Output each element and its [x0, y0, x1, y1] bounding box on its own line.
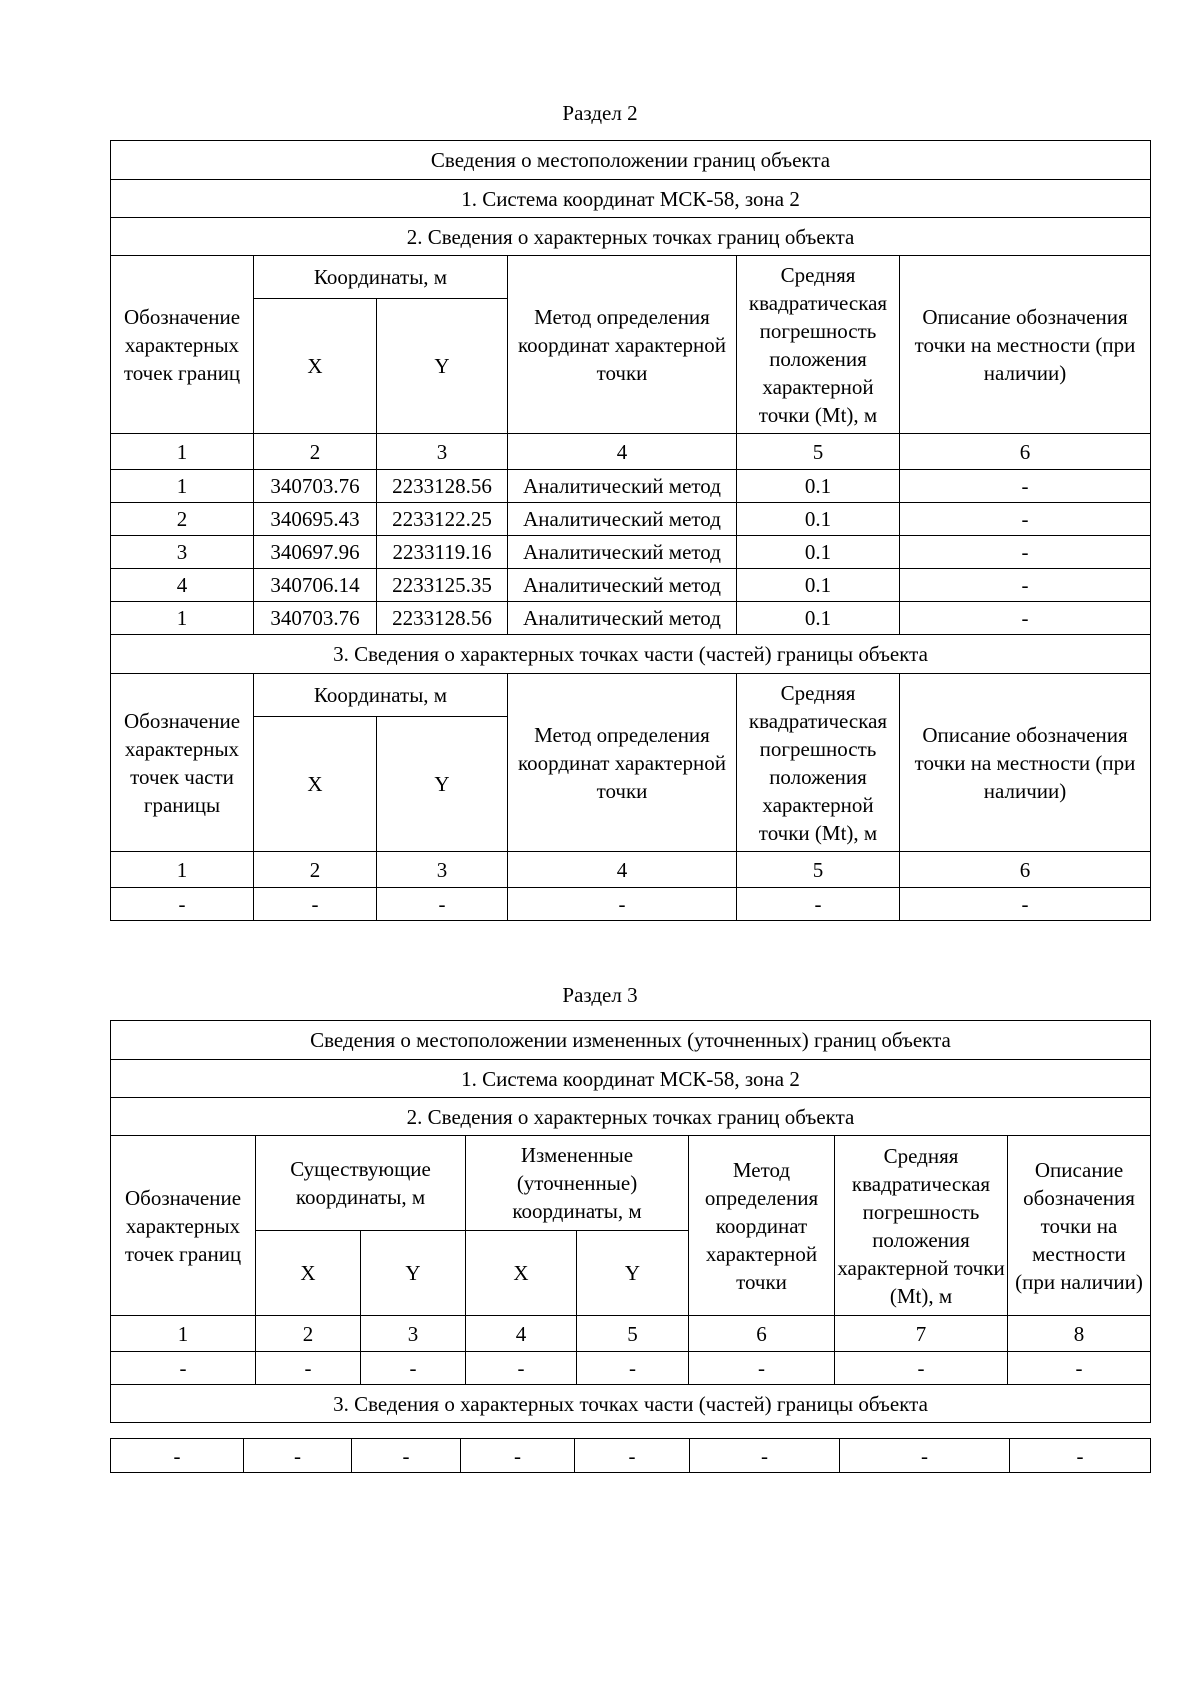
section2-title: Раздел 2	[562, 101, 638, 125]
header-description: Описание обозначения точки на местности (при наличии)	[900, 256, 1151, 434]
table-row	[111, 1352, 1151, 1385]
s3-header-y1: Y	[361, 1231, 466, 1316]
point-mt: 0.1	[737, 470, 900, 503]
part-header-error: Средняя квадратическая погрешность положения характерной точки (Mt), м	[737, 674, 900, 852]
empty-cell: -	[900, 888, 1151, 921]
empty-cell: -	[461, 1439, 575, 1473]
point-method: Аналитический метод	[508, 569, 737, 602]
part-header-x: X	[254, 717, 377, 852]
empty-cell: -	[577, 1352, 689, 1385]
col-number: 1	[111, 434, 254, 470]
header-coords: Координаты, м	[254, 256, 508, 299]
point-method: Аналитический метод	[508, 602, 737, 635]
s3-header-designation: Обозначение характерных точек границ	[111, 1136, 256, 1316]
empty-cell: -	[361, 1352, 466, 1385]
part-header-description: Описание обозначения точки на местности (при наличии)	[900, 674, 1151, 852]
section2-coord-system: 1. Система координат МСК-58, зона 2	[111, 180, 1151, 218]
part-header-designation: Обозначение характерных точек части границы	[111, 674, 254, 852]
point-y: 2233125.35	[377, 569, 508, 602]
section3-table	[110, 1020, 1151, 1423]
col-number: 4	[466, 1316, 577, 1352]
col-number: 4	[508, 434, 737, 470]
point-x: 340697.96	[254, 536, 377, 569]
col-number: 2	[254, 852, 377, 888]
col-number: 7	[835, 1316, 1008, 1352]
col-number: 8	[1008, 1316, 1151, 1352]
header-designation: Обозначение характерных точек границ	[111, 256, 254, 434]
point-desc: -	[900, 602, 1151, 635]
point-mt: 0.1	[737, 536, 900, 569]
col-number: 6	[900, 852, 1151, 888]
col-number: 3	[377, 434, 508, 470]
point-x: 340703.76	[254, 470, 377, 503]
s3-header-method: Метод определения координат характерной точки	[689, 1136, 835, 1316]
part-header-coords: Координаты, м	[254, 674, 508, 717]
s3-header-changed: Измененные (уточненные) координаты, м	[466, 1136, 689, 1231]
empty-cell: -	[508, 888, 737, 921]
point-x: 340695.43	[254, 503, 377, 536]
empty-cell: -	[352, 1439, 461, 1473]
table-row	[111, 503, 1151, 536]
section3-part-table	[110, 1438, 1151, 1473]
s3-header-existing: Существующие координаты, м	[256, 1136, 466, 1231]
s3-header-y2: Y	[577, 1231, 689, 1316]
empty-cell: -	[690, 1439, 840, 1473]
point-y: 2233128.56	[377, 602, 508, 635]
section2-points-heading: 2. Сведения о характерных точках границ объекта	[111, 218, 1151, 256]
point-mt: 0.1	[737, 569, 900, 602]
part-header-y: Y	[377, 717, 508, 852]
empty-cell: -	[835, 1352, 1008, 1385]
table-row	[111, 569, 1151, 602]
empty-cell: -	[256, 1352, 361, 1385]
empty-cell: -	[377, 888, 508, 921]
s3-header-x1: X	[256, 1231, 361, 1316]
point-method: Аналитический метод	[508, 536, 737, 569]
col-number: 1	[111, 1316, 256, 1352]
col-number: 6	[900, 434, 1151, 470]
point-y: 2233119.16	[377, 536, 508, 569]
section3-heading: Сведения о местоположении измененных (уточненных) границ объекта	[111, 1021, 1151, 1060]
point-desc: -	[900, 503, 1151, 536]
point-method: Аналитический метод	[508, 503, 737, 536]
section2-table	[110, 140, 1151, 921]
point-mt: 0.1	[737, 503, 900, 536]
s3-header-x2: X	[466, 1231, 577, 1316]
col-number: 5	[577, 1316, 689, 1352]
header-x: X	[254, 299, 377, 434]
point-mt: 0.1	[737, 602, 900, 635]
point-desc: -	[900, 536, 1151, 569]
empty-cell: -	[111, 1352, 256, 1385]
empty-cell: -	[1008, 1352, 1151, 1385]
col-number: 2	[256, 1316, 361, 1352]
point-number: 3	[111, 536, 254, 569]
table-row	[111, 536, 1151, 569]
empty-cell: -	[737, 888, 900, 921]
point-desc: -	[900, 470, 1151, 503]
point-number: 1	[111, 602, 254, 635]
header-y: Y	[377, 299, 508, 434]
table-row	[111, 888, 1151, 921]
point-y: 2233128.56	[377, 470, 508, 503]
empty-cell: -	[575, 1439, 690, 1473]
col-number: 3	[361, 1316, 466, 1352]
s3-header-error: Средняя квадратическая погрешность положения характерной точки (Mt), м	[835, 1136, 1008, 1316]
section3-points-heading: 2. Сведения о характерных точках границ объекта	[111, 1098, 1151, 1136]
col-number: 1	[111, 852, 254, 888]
table-row	[111, 1439, 1151, 1473]
empty-cell: -	[254, 888, 377, 921]
header-error: Средняя квадратическая погрешность положения характерной точки (Mt), м	[737, 256, 900, 434]
section3-coord-system: 1. Система координат МСК-58, зона 2	[111, 1060, 1151, 1098]
col-number: 6	[689, 1316, 835, 1352]
empty-cell: -	[840, 1439, 1010, 1473]
empty-cell: -	[244, 1439, 352, 1473]
point-y: 2233122.25	[377, 503, 508, 536]
section2-heading: Сведения о местоположении границ объекта	[111, 141, 1151, 180]
col-number: 5	[737, 434, 900, 470]
header-method: Метод определения координат характерной точки	[508, 256, 737, 434]
point-number: 2	[111, 503, 254, 536]
point-method: Аналитический метод	[508, 470, 737, 503]
col-number: 4	[508, 852, 737, 888]
empty-cell: -	[111, 888, 254, 921]
table-row	[111, 602, 1151, 635]
col-number: 2	[254, 434, 377, 470]
empty-cell: -	[689, 1352, 835, 1385]
s3-header-description: Описание обозначения точки на местности (при наличии)	[1008, 1136, 1151, 1316]
empty-cell: -	[1010, 1439, 1151, 1473]
empty-cell: -	[111, 1439, 244, 1473]
section2-part-heading: 3. Сведения о характерных точках части (частей) границы объекта	[111, 635, 1151, 674]
table-row	[111, 470, 1151, 503]
point-x: 340706.14	[254, 569, 377, 602]
section3-title: Раздел 3	[562, 983, 638, 1007]
point-desc: -	[900, 569, 1151, 602]
part-header-method: Метод определения координат характерной точки	[508, 674, 737, 852]
col-number: 5	[737, 852, 900, 888]
section3-part-heading: 3. Сведения о характерных точках части (частей) границы объекта	[111, 1385, 1151, 1423]
empty-cell: -	[466, 1352, 577, 1385]
point-number: 4	[111, 569, 254, 602]
point-x: 340703.76	[254, 602, 377, 635]
col-number: 3	[377, 852, 508, 888]
point-number: 1	[111, 470, 254, 503]
